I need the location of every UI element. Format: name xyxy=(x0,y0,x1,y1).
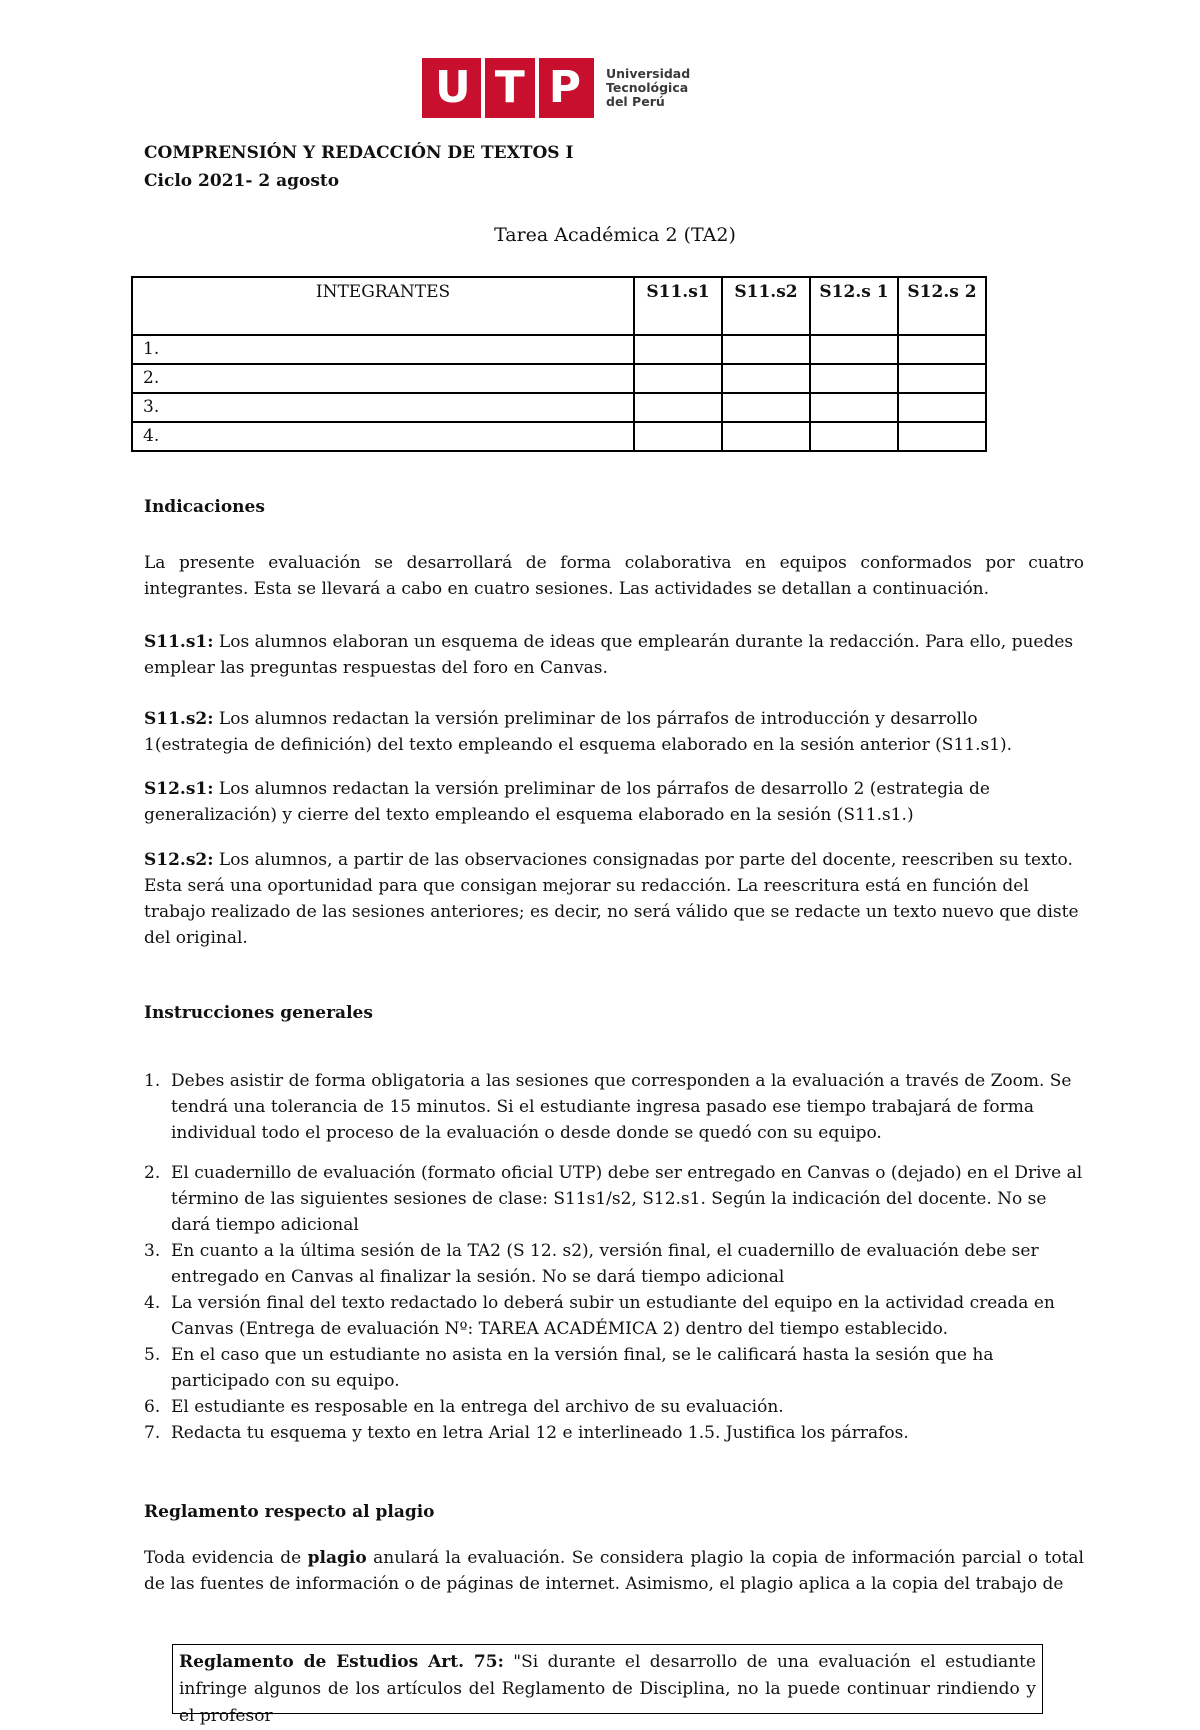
plagio-text: Toda evidencia de xyxy=(144,1548,308,1568)
session-text: Los alumnos redactan la versión preliminar de los párrafos de desarrollo 2 (estrategia de generalización) y cierre del texto empleando el esquema elaborado en la sesión (S11.s1.) xyxy=(144,779,990,825)
session-cell[interactable] xyxy=(722,393,810,422)
table-header-session: S12.s 2 xyxy=(898,277,986,335)
member-cell[interactable]: 3. xyxy=(132,393,634,422)
session-label: S12.s2: xyxy=(144,850,214,870)
logo-letter-p: P xyxy=(548,62,581,113)
session-text: Los alumnos, a partir de las observaciones consignadas por parte del docente, reescriben su texto. Esta será una oportunidad para que consigan mejorar su redacción. La reescritura está en función del trabajo realizado de las sesiones anteriores; es decir, no será válido que se redacte un texto nuevo que diste del original. xyxy=(144,850,1079,948)
logo-line: Universidad xyxy=(606,66,691,81)
indicaciones-intro: La presente evaluación se desarrollará de forma colaborativa en equipos conformados por cuatro integrantes. Esta se llevará a cabo en cuatro sesiones. Las actividades se detallan a continuación. xyxy=(144,553,1084,599)
regulation-text: "Si durante el desarrollo de una evaluación el estudiante infringe algunos de los artículos del Reglamento de Disciplina, no la puede continuar rindiendo y el profesor xyxy=(179,1652,1036,1726)
regulation-box xyxy=(172,1644,1043,1726)
list-item xyxy=(144,1290,1084,1342)
item-number: 4. xyxy=(144,1293,161,1313)
members-table xyxy=(131,276,987,452)
page-title: Tarea Académica 2 (TA2) xyxy=(494,224,736,246)
logo-mark xyxy=(422,58,594,118)
item-number: 7. xyxy=(144,1423,161,1443)
item-text: La versión final del texto redactado lo deberá subir un estudiante del equipo en la actividad creada en Canvas (Entrega de evaluación Nº: TAREA ACADÉMICA 2) dentro del tiempo establecido. xyxy=(171,1293,1055,1339)
cycle-label: Ciclo 2021- 2 agosto xyxy=(144,171,340,191)
list-item xyxy=(144,1238,1084,1290)
session-cell[interactable] xyxy=(810,422,898,451)
list-item xyxy=(144,1342,1084,1394)
table-header-integrantes: INTEGRANTES xyxy=(132,277,634,335)
table-row xyxy=(132,335,986,364)
plagio-bold: plagio xyxy=(307,1548,367,1568)
session-cell[interactable] xyxy=(722,335,810,364)
item-text: El cuadernillo de evaluación (formato oficial UTP) debe ser entregado en Canvas o (dejado) en el Drive al término de las siguientes sesiones de clase: S11s1/s2, S12.s1. Según la indicación del docente. No se dará tiempo adicional xyxy=(171,1163,1083,1235)
session-cell[interactable] xyxy=(898,335,986,364)
session-cell[interactable] xyxy=(810,335,898,364)
logo-divider xyxy=(481,58,485,118)
plagio-heading: Reglamento respecto al plagio xyxy=(144,1502,435,1522)
session-label: S11.s1: xyxy=(144,632,214,652)
session-label: S11.s2: xyxy=(144,709,214,729)
session-label: S12.s1: xyxy=(144,779,214,799)
session-cell[interactable] xyxy=(634,422,722,451)
session-cell[interactable] xyxy=(810,364,898,393)
indicaciones-heading: Indicaciones xyxy=(144,497,265,517)
session-cell[interactable] xyxy=(722,422,810,451)
logo-letter-t: T xyxy=(494,62,525,113)
item-number: 5. xyxy=(144,1345,161,1365)
item-number: 2. xyxy=(144,1163,161,1183)
logo-letter-u: U xyxy=(435,62,471,113)
logo-line: Tecnológica xyxy=(606,80,689,95)
member-cell[interactable]: 1. xyxy=(132,335,634,364)
session-cell[interactable] xyxy=(810,393,898,422)
session-cell[interactable] xyxy=(898,364,986,393)
item-text: El estudiante es resposable en la entrega del archivo de su evaluación. xyxy=(171,1397,784,1417)
plagio-paragraph xyxy=(144,1545,1084,1597)
logo-wordmark xyxy=(606,67,690,109)
session-paragraph xyxy=(144,847,1084,951)
item-text: Debes asistir de forma obligatoria a las sesiones que corresponden a la evaluación a través de Zoom. Se tendrá una tolerancia de 15 minutos. Si el estudiante ingresa pasado ese tiempo trabajará de forma individual todo el proceso de la evaluación o desde donde se quedó con su equipo. xyxy=(171,1071,1072,1143)
session-cell[interactable] xyxy=(634,364,722,393)
list-item xyxy=(144,1394,1084,1420)
session-cell[interactable] xyxy=(722,364,810,393)
table-row xyxy=(132,422,986,451)
regulation-label: Reglamento de Estudios Art. 75: xyxy=(179,1652,504,1672)
session-text: Los alumnos elaboran un esquema de ideas que emplearán durante la redacción. Para ello, puedes emplear las preguntas respuestas del foro en Canvas. xyxy=(144,632,1074,678)
list-item xyxy=(144,1420,1084,1446)
list-item xyxy=(144,1160,1084,1238)
session-text: Los alumnos redactan la versión preliminar de los párrafos de introducción y desarrollo 1(estrategia de definición) del texto empleando el esquema elaborado en la sesión anterior (S11.s1). xyxy=(144,709,1013,755)
session-paragraph xyxy=(144,776,1084,828)
session-cell[interactable] xyxy=(634,335,722,364)
item-number: 6. xyxy=(144,1397,161,1417)
table-header-session: S12.s 1 xyxy=(810,277,898,335)
item-text: En el caso que un estudiante no asista en la versión final, se le calificará hasta la sesión que ha participado con su equipo. xyxy=(171,1345,994,1391)
session-cell[interactable] xyxy=(634,393,722,422)
course-title: COMPRENSIÓN Y REDACCIÓN DE TEXTOS I xyxy=(144,143,574,163)
instructions-list xyxy=(144,1068,1084,1446)
table-row xyxy=(132,364,986,393)
table-row xyxy=(132,393,986,422)
table-header-row xyxy=(132,277,986,335)
item-text: Redacta tu esquema y texto en letra Arial 12 e interlineado 1.5. Justifica los párrafos. xyxy=(171,1423,909,1443)
list-item xyxy=(144,1068,1084,1146)
session-paragraph xyxy=(144,706,1084,758)
session-cell[interactable] xyxy=(898,393,986,422)
session-cell[interactable] xyxy=(898,422,986,451)
member-cell[interactable]: 4. xyxy=(132,422,634,451)
item-number: 3. xyxy=(144,1241,161,1261)
item-number: 1. xyxy=(144,1071,161,1091)
plagio-text: anulará la evaluación. Se considera plagio la copia de información parcial o total de las fuentes de información o de páginas de internet. Asimismo, el plagio aplica a la copia del trabajo de xyxy=(144,1548,1084,1594)
logo-line: del Perú xyxy=(606,94,665,109)
instrucciones-heading: Instrucciones generales xyxy=(144,1003,373,1023)
utp-logo xyxy=(422,58,690,118)
item-text: En cuanto a la última sesión de la TA2 (S 12. s2), versión final, el cuadernillo de evaluación debe ser entregado en Canvas al finalizar la sesión. No se dará tiempo adicional xyxy=(171,1241,1039,1287)
table-header-session: S11.s1 xyxy=(634,277,722,335)
logo-divider xyxy=(535,58,539,118)
member-cell[interactable]: 2. xyxy=(132,364,634,393)
table-header-session: S11.s2 xyxy=(722,277,810,335)
session-paragraph xyxy=(144,629,1084,681)
